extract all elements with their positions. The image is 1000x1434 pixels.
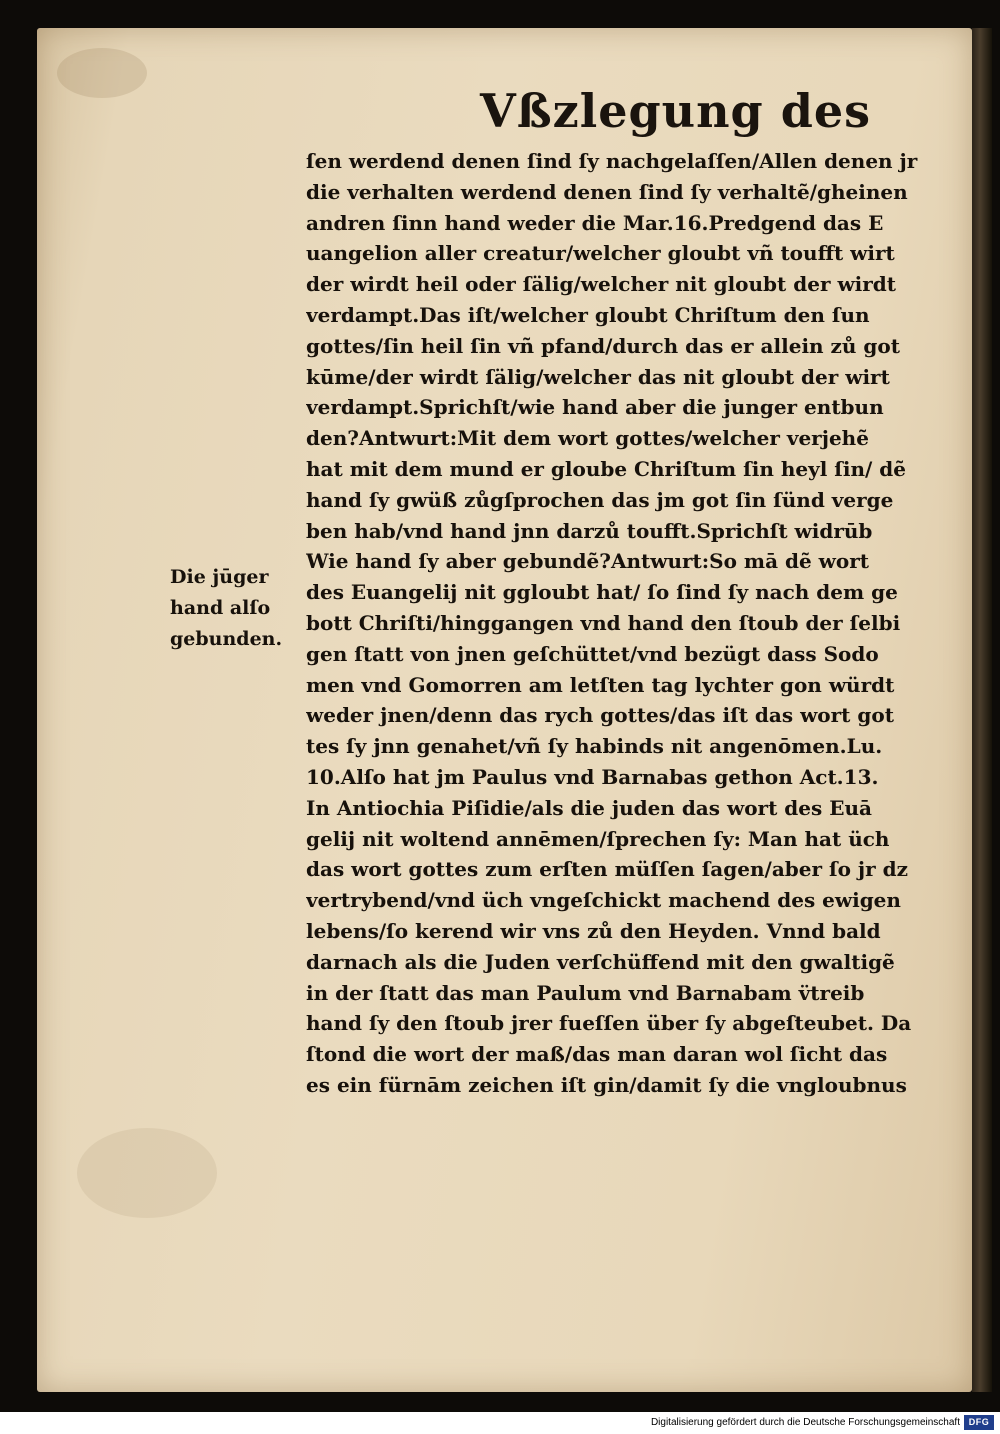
dfg-logo: DFG — [964, 1415, 994, 1430]
text-line: ſen werdend denen ſind ſy nachgelaſſen/Allen denen jr — [306, 149, 918, 173]
text-line: hand ſy den ſtoub jrer fueſſen über ſy abgeſteubet. Da — [306, 1011, 912, 1036]
text-line: tes ſy jnn genahet/vñ ſy habinds nit angenōmen.Lu. — [306, 734, 883, 759]
text-line: lebens/ſo kerend wir vns zů den Heyden. Vnnd bald — [306, 918, 881, 943]
text-line: hand ſy gwüß zůgſprochen das jm got ſin ſünd verge — [306, 487, 894, 512]
text-line: des Euangelij nit ggloubt hat/ ſo ſind ſy nach dem ge — [306, 580, 898, 605]
funding-credit: Digitalisierung gefördert durch die Deutsche Forschungsgemeinschaft — [650, 1417, 960, 1428]
marginal-note-line: Die jūger — [170, 566, 269, 588]
text-line: verdampt.Das iſt/welcher gloubt Chriſtum den ſun — [306, 302, 870, 327]
running-head: Vßzlegung des — [480, 84, 872, 138]
text-line: bott Chriſti/hinggangen vnd hand den ſtoub der ſelbi — [306, 610, 901, 635]
text-line: Wie hand ſy aber gebundẽ?Antwurt:So mā dẽ wort — [306, 549, 869, 574]
text-line: das wort gottes zum erſten müſſen ſagen/aber ſo jr dz — [306, 857, 908, 882]
text-line: die verhalten werdend denen ſind ſy verhaltẽ/gheinen — [306, 179, 908, 204]
text-line: verdampt.Sprichſt/wie hand aber die junger entbun — [306, 395, 884, 420]
text-line: ſtond die wort der maß/das man daran wol ſicht das — [306, 1042, 888, 1067]
text-line: gottes/ſin heil ſin vñ pfand/durch das er allein zů got — [306, 333, 900, 358]
text-line: der wirdt heil oder ſälig/welcher nit gloubt der wirdt — [306, 272, 897, 297]
text-line: weder jnen/denn das rych gottes/das iſt das wort got — [306, 703, 894, 728]
text-line: den?Antwurt:Mit dem wort gottes/welcher verjehẽ — [306, 426, 869, 451]
text-line: andren ſinn hand weder die Mar.16.Predgend das E — [306, 210, 884, 235]
paper-stain — [77, 1128, 217, 1218]
marginal-note-line: hand alſo — [170, 596, 271, 619]
text-line: es ein fürnām zeichen iſt gin/damit ſy die vngloubnus — [306, 1072, 907, 1097]
text-line: hat mit dem mund er gloube Chriſtum ſin heyl ſin/ dẽ — [306, 456, 907, 481]
text-line: uangelion aller creatur/welcher gloubt vñ toufft wirt — [306, 241, 895, 266]
text-line: gelij nit woltend annēmen/ſprechen ſy: Man hat üch — [306, 826, 890, 851]
text-line: 10.Alſo hat jm Paulus vnd Barnabas gethon Act.13. — [306, 764, 879, 789]
text-line: ben hab/vnd hand jnn darzů toufft.Sprichſt widrūb — [306, 518, 873, 543]
text-line: vertrybend/vnd üch vngeſchickt machend des ewigen — [306, 888, 901, 913]
text-line: men vnd Gomorren am letſten tag lychter gon würdt — [306, 672, 895, 697]
text-line: gen ſtatt von jnen geſchüttet/vnd bezügt dass Sodo — [306, 641, 879, 666]
text-line: In Antiochia Piſidie/als die juden das wort des Euā — [306, 795, 872, 820]
marginal-note-line: gebunden. — [170, 627, 283, 650]
text-line: in der ſtatt das man Paulum vnd Barnabam v̈treib — [306, 980, 865, 1005]
marginal-note — [170, 562, 282, 654]
main-text-block — [306, 146, 966, 1101]
text-line: darnach als die Juden verſchüffend mit den gwaltigẽ — [306, 949, 895, 974]
book-edge — [972, 28, 992, 1392]
text-line: kūme/der wirdt ſälig/welcher das nit gloubt der wirt — [306, 364, 890, 389]
paper-stain — [57, 48, 147, 98]
